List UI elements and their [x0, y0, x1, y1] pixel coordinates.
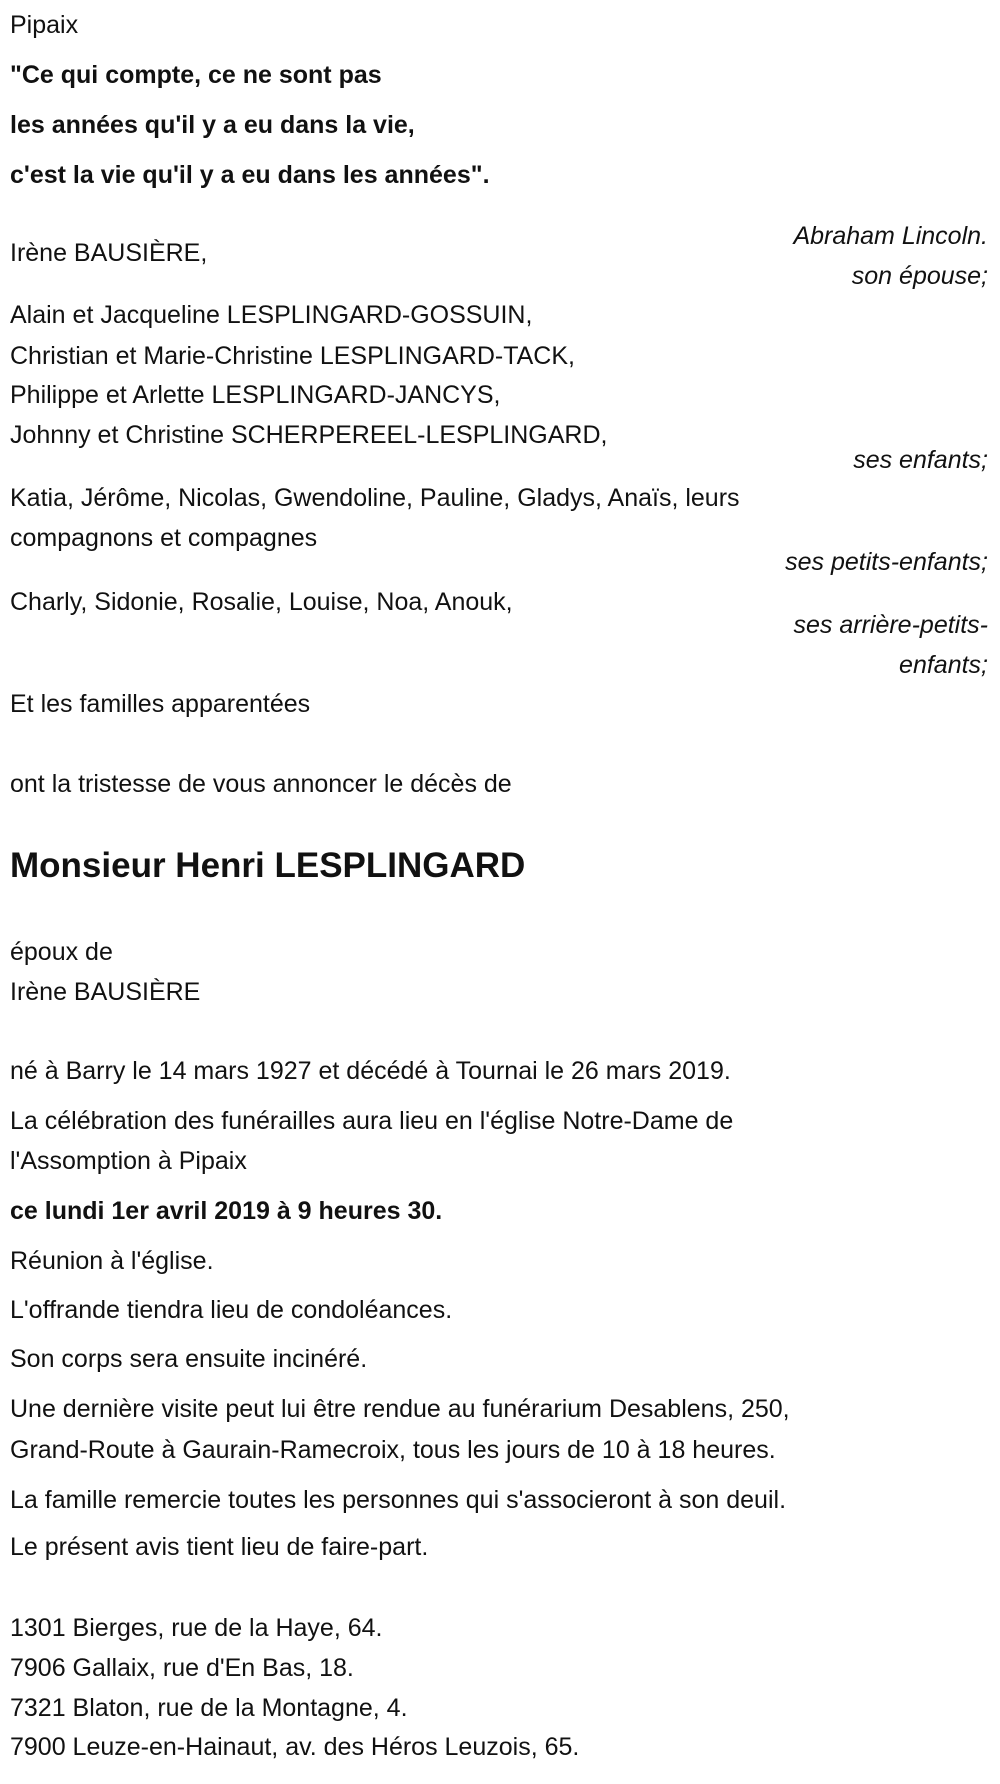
address: 7906 Gallaix, rue d'En Bas, 18. — [10, 1654, 354, 1682]
address: 1301 Bierges, rue de la Haye, 64. — [10, 1614, 383, 1642]
relatives: Et les familles apparentées — [10, 690, 311, 718]
address: 7321 Blaton, rue de la Montagne, 4. — [10, 1694, 408, 1722]
child: Christian et Marie-Christine LESPLINGARD-TACK, — [10, 342, 575, 370]
ceremony: l'Assomption à Pipaix — [10, 1147, 247, 1175]
meeting: Réunion à l'église. — [10, 1247, 214, 1275]
announcement: ont la tristesse de vous annoncer le décès de — [10, 770, 512, 798]
thanks: La famille remercie toutes les personnes qui s'associeront à son deuil. — [10, 1486, 787, 1514]
great-grandchildren-role: enfants; — [899, 651, 988, 679]
quote-line: les années qu'il y a eu dans la vie, — [10, 111, 415, 139]
visit: Une dernière visite peut lui être rendue au funérarium Desablens, 250, — [10, 1395, 790, 1423]
grandchildren-role: ses petits-enfants; — [785, 548, 988, 576]
child: Philippe et Arlette LESPLINGARD-JANCYS, — [10, 381, 501, 409]
location: Pipaix — [10, 11, 79, 39]
quote-line: "Ce qui compte, ce ne sont pas — [10, 61, 382, 89]
children-role: ses enfants; — [853, 446, 988, 474]
spouse-of-name: Irène BAUSIÈRE — [10, 978, 201, 1006]
spouse-role: son épouse; — [851, 262, 988, 290]
notice: Le présent avis tient lieu de faire-part. — [10, 1533, 429, 1561]
grandchildren: compagnons et compagnes — [10, 524, 318, 552]
offering: L'offrande tiendra lieu de condoléances. — [10, 1296, 453, 1324]
deceased-name: Monsieur Henri LESPLINGARD — [10, 846, 526, 885]
ceremony-date: ce lundi 1er avril 2019 à 9 heures 30. — [10, 1197, 443, 1225]
spouse-name: Irène BAUSIÈRE, — [10, 239, 208, 267]
spouse-of-label: époux de — [10, 938, 113, 966]
great-grandchildren: Charly, Sidonie, Rosalie, Louise, Noa, Anouk, — [10, 588, 513, 616]
birth-death: né à Barry le 14 mars 1927 et décédé à Tournai le 26 mars 2019. — [10, 1057, 731, 1085]
quote-author: Abraham Lincoln. — [793, 222, 988, 250]
ceremony: La célébration des funérailles aura lieu en l'église Notre-Dame de — [10, 1107, 734, 1135]
great-grandchildren-role: ses arrière-petits- — [793, 611, 988, 639]
child: Johnny et Christine SCHERPEREEL-LESPLINGARD, — [10, 421, 608, 449]
child: Alain et Jacqueline LESPLINGARD-GOSSUIN, — [10, 301, 533, 329]
visit: Grand-Route à Gaurain-Ramecroix, tous les jours de 10 à 18 heures. — [10, 1436, 776, 1464]
address: 7900 Leuze-en-Hainaut, av. des Héros Leuzois, 65. — [10, 1733, 580, 1761]
grandchildren: Katia, Jérôme, Nicolas, Gwendoline, Pauline, Gladys, Anaïs, leurs — [10, 484, 740, 512]
cremation: Son corps sera ensuite incinéré. — [10, 1345, 368, 1373]
quote-line: c'est la vie qu'il y a eu dans les années". — [10, 161, 490, 189]
